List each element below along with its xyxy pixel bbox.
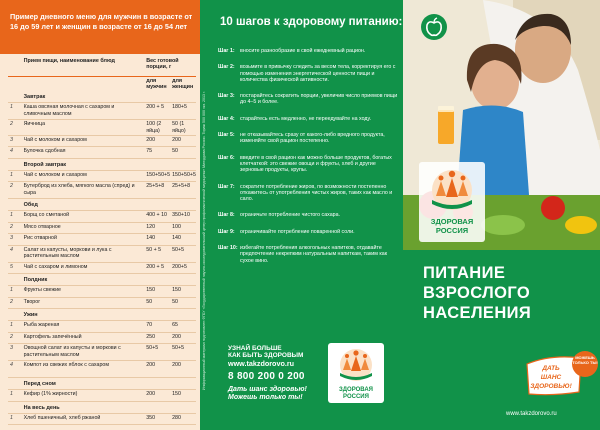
steps-list [218, 48, 400, 274]
menu-row-number: 1 [8, 286, 22, 298]
site-link[interactable]: www.takzdorovo.ru [228, 358, 295, 368]
menu-row-women: 180+5 [170, 103, 196, 120]
menu-section [8, 158, 196, 170]
menu-row-number: 1 [8, 211, 22, 223]
step-item [218, 245, 400, 264]
menu-section-title: Обед [22, 199, 196, 211]
menu-row [8, 135, 196, 147]
menu-row [8, 321, 196, 333]
menu-row [8, 297, 196, 309]
menu-row-women: 50+5 [170, 245, 196, 262]
menu-header: Пример дневного меню для мужчин в возрасте от 16 до 59 лет и женщин в возрасте от 16 до 54 лет [0, 0, 200, 54]
step-text: постарайтесь сократить порции, увеличив число приемов пищи до 4–5 и более. [240, 93, 398, 106]
step-item [218, 184, 400, 203]
step-item [218, 229, 400, 235]
menu-row [8, 344, 196, 361]
menu-row-men: 200 [144, 135, 170, 147]
menu-row-dish: Хлеб пшеничный, хлеб ржаной [22, 413, 145, 425]
menu-row-number: 3 [8, 344, 22, 361]
menu-section [8, 401, 196, 413]
menu-panel [0, 0, 200, 430]
slogan-line-2: Можешь только ты! [228, 394, 303, 401]
menu-section-title: Второй завтрак [22, 158, 196, 170]
menu-row-men: 200 + 5 [144, 103, 170, 120]
menu-row [8, 361, 196, 378]
step-label: Шаг 3: [218, 93, 235, 100]
menu-row-number: 3 [8, 234, 22, 246]
menu-section [8, 91, 196, 103]
step-label: Шаг 2: [218, 64, 235, 71]
menu-row-dish: Чай с молоком и сахаром [22, 135, 145, 147]
step-item [218, 64, 400, 83]
menu-section-title: Полдник [22, 274, 196, 286]
menu-row-men: 50+5 [144, 344, 170, 361]
cover-logo-text-2: РОССИЯ [435, 226, 469, 235]
menu-row-women: 150 [170, 286, 196, 298]
learn-more-block [228, 345, 303, 367]
cover-panel [403, 0, 600, 430]
menu-row-men: 400 + 10 [144, 211, 170, 223]
menu-section-title: На весь день [22, 401, 196, 413]
step-text: введите в свой рацион как можно больше продуктов, богатых клетчаткой: это свежие овощи и фрукты, хлеб и другие зерновые продукты, крупы. [240, 154, 392, 174]
menu-row-dish: Овощной салат из капусты и моркови с растительным маслом [22, 344, 145, 361]
cover-title-line-1: ПИТАНИЕ [423, 264, 506, 282]
menu-row-dish: Мясо отварное [22, 222, 145, 234]
menu-section [8, 378, 196, 390]
menu-row-dish: Чай с сахаром и лимоном [22, 262, 145, 274]
logo-text-1: ЗДОРОВАЯ [339, 387, 373, 393]
step-label: Шаг 7: [218, 183, 235, 190]
menu-row-men: 70 [144, 321, 170, 333]
menu-row-men: 150+50+5 [144, 170, 170, 182]
menu-row-men: 150 [144, 286, 170, 298]
menu-row-women: 140 [170, 234, 196, 246]
menu-row-women: 350+10 [170, 211, 196, 223]
menu-section-title: Перед сном [22, 378, 196, 390]
menu-row-women: 50 [170, 147, 196, 159]
slogan [228, 386, 307, 402]
menu-row-dish: Яичница [22, 120, 145, 135]
couple-photo [403, 0, 600, 250]
menu-row-number: 2 [8, 297, 22, 309]
menu-table-header [8, 54, 196, 76]
menu-section [8, 309, 196, 321]
step-item [218, 132, 400, 145]
menu-row [8, 222, 196, 234]
slogan-badge [521, 350, 599, 400]
steps-panel [200, 0, 403, 430]
col-men-header: для мужчин [146, 77, 167, 90]
step-text: возьмите в привычку следить за весом тела, корректируя его с помощью изменения энергетической ценности пищи и количества физической активности. [240, 64, 396, 83]
menu-row-women: 200 [170, 361, 196, 378]
menu-row-women: 65 [170, 321, 196, 333]
menu-row [8, 390, 196, 402]
menu-section-title: Ужин [22, 309, 196, 321]
menu-row [8, 234, 196, 246]
menu-row-men: 120 [144, 222, 170, 234]
vertical-imprint: Информационный материал подготовлен ФГБУ «Государственный научно-исследовательский центр профилактической медицины» Минздрава России. Тираж 500 000 экз. 2013 г. [202, 91, 206, 390]
menu-row [8, 182, 196, 199]
step-label: Шаг 4: [218, 115, 235, 122]
step-text: не отказывайтесь сразу от какого-либо вредного продукта, изменяйте свой рацион постепенно. [240, 132, 385, 145]
step-text: старайтесь есть медленно, не переедувайте на ходу. [240, 115, 372, 122]
menu-row-number: 2 [8, 120, 22, 135]
menu-row-number: 4 [8, 147, 22, 159]
menu-row [8, 332, 196, 344]
menu-row-number: 1 [8, 170, 22, 182]
step-text: вносите разнообразие в свой ежедневный рацион. [240, 48, 366, 54]
menu-row-number: 4 [8, 245, 22, 262]
menu-row-men: 50 + 5 [144, 245, 170, 262]
menu-row [8, 170, 196, 182]
menu-row [8, 413, 196, 425]
menu-row-men: 50 [144, 297, 170, 309]
slogan-line-1: Дать шанс здоровью! [228, 386, 307, 393]
step-text: избегайте потребления алкогольных напитков, отдавайте предпочтение некрепким натуральным напиткам, таким как сухое вино. [240, 245, 388, 264]
logo-text-2: РОССИЯ [343, 394, 369, 400]
badge-line-3: ЗДОРОВЬЮ! [530, 383, 572, 390]
menu-row-dish: Фрукты свежие [22, 286, 145, 298]
menu-row [8, 120, 196, 135]
menu-row-men: 140 [144, 234, 170, 246]
menu-row [8, 245, 196, 262]
menu-row-women: 25+5+8 [170, 182, 196, 199]
menu-row-number: 2 [8, 222, 22, 234]
step-text: сократите потребление жиров, по возможности постепенно откажитесь от употребления чистых жиров, таких как масло и сало. [240, 183, 393, 203]
menu-row-women: 280 [170, 413, 196, 425]
menu-row-dish: Рис отварной [22, 234, 145, 246]
menu-row-women: 150+50+5 [170, 170, 196, 182]
menu-row-women: 50+5 [170, 344, 196, 361]
cover-logo-text-1: ЗДОРОВАЯ [430, 217, 474, 226]
learn-more-line-2: КАК БЫТЬ ЗДОРОВЫМ [228, 352, 304, 360]
menu-row-number: 1 [8, 103, 22, 120]
menu-row-number: 1 [8, 413, 22, 425]
cover-title-line-2: ВЗРОСЛОГО [423, 284, 531, 302]
step-item [218, 212, 400, 218]
badge-line-2: ШАНС [540, 374, 562, 381]
menu-row-men: 25+5+8 [144, 182, 170, 199]
step-label: Шаг 5: [218, 132, 235, 139]
menu-row-men: 200 [144, 390, 170, 402]
apple-icon [421, 14, 447, 40]
menu-row-dish: Творог [22, 297, 145, 309]
menu-row-women: 200 [170, 332, 196, 344]
menu-row-number: 2 [8, 332, 22, 344]
menu-row-dish: Чай с молоком и сахаром [22, 170, 145, 182]
badge-line-1: ДАТЬ [542, 365, 560, 372]
menu-section [8, 199, 196, 211]
menu-row-dish: Борщ со сметаной [22, 211, 145, 223]
col-portion-header: Вес готовой порции, г [144, 54, 196, 76]
menu-row-number: 5 [8, 262, 22, 274]
step-label: Шаг 6: [218, 154, 235, 161]
menu-row-dish: Компот из свежих яблок с сахаром [22, 361, 145, 378]
step-label: Шаг 1: [218, 48, 235, 54]
menu-row-women: 200+5 [170, 262, 196, 274]
menu-row-dish: Кефир (1% жирности) [22, 390, 145, 402]
menu-row-number: 1 [8, 321, 22, 333]
menu-row [8, 286, 196, 298]
menu-section [8, 274, 196, 286]
col-dish-header: Прием пищи, наименование блюд [22, 54, 145, 76]
menu-row-women: 200 [170, 135, 196, 147]
menu-row-dish: Картофель запечённый [22, 332, 145, 344]
menu-row-men: 350 [144, 413, 170, 425]
col-women-header: для женщин [172, 77, 194, 90]
step-label: Шаг 9: [218, 228, 235, 235]
menu-row [8, 211, 196, 223]
step-label: Шаг 8: [218, 212, 235, 219]
steps-title: 10 шагов к здоровому питанию: [220, 16, 403, 28]
step-item [218, 155, 400, 174]
menu-row-number: 2 [8, 182, 22, 199]
menu-table [8, 54, 196, 425]
menu-row-women: 50 (1 яйцо) [170, 120, 196, 135]
menu-row-dish: Салат из капусты, моркови и лука с растительным маслом [22, 245, 145, 262]
menu-row [8, 103, 196, 120]
hotline-phone: 8 800 200 0 200 [228, 371, 305, 382]
healthy-russia-logo-cover [419, 162, 485, 242]
menu-row-men: 200 [144, 361, 170, 378]
menu-row-number: 3 [8, 135, 22, 147]
menu-row-men: 75 [144, 147, 170, 159]
step-item [218, 116, 400, 122]
step-item [218, 48, 400, 54]
menu-row-number: 4 [8, 361, 22, 378]
step-item [218, 93, 400, 106]
menu-row-men: 100 (2 яйца) [144, 120, 170, 135]
badge-top-text: МОЖЕШЬ ТОЛЬКО ТЫ! [572, 356, 598, 365]
menu-row-dish: Каша овсяная молочная с сахаром и сливочным маслом [22, 103, 145, 120]
menu-row-dish: Рыба жареная [22, 321, 145, 333]
menu-table-subheader [8, 76, 196, 91]
menu-row-women: 100 [170, 222, 196, 234]
menu-row-women: 50 [170, 297, 196, 309]
menu-row-men: 250 [144, 332, 170, 344]
menu-row-dish: Бутерброд из хлеба, мягкого масла (спред) и сыра [22, 182, 145, 199]
menu-row [8, 262, 196, 274]
menu-row-dish: Булочка сдобная [22, 147, 145, 159]
menu-row-men: 200 + 5 [144, 262, 170, 274]
menu-row-women: 150 [170, 390, 196, 402]
step-label: Шаг 10: [218, 245, 238, 252]
menu-row [8, 147, 196, 159]
healthy-russia-logo [328, 343, 384, 403]
step-text: ограничьте потребление чистого сахара. [240, 212, 341, 219]
learn-more-line-1: УЗНАЙ БОЛЬШЕ [228, 345, 282, 352]
cover-site-link[interactable]: www.takzdorovo.ru [506, 411, 557, 417]
step-text: ограничивайте потребление поваренной соли. [240, 228, 355, 235]
cover-title-line-3: НАСЕЛЕНИЯ [423, 304, 532, 322]
menu-row-number: 1 [8, 390, 22, 402]
cover-title [423, 263, 531, 323]
menu-section-title: Завтрак [22, 91, 196, 103]
